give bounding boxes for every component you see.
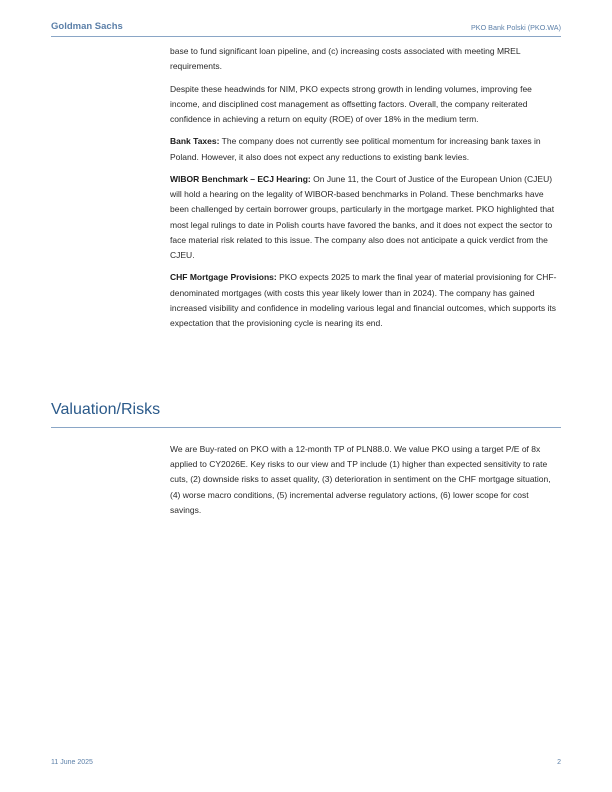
wibor-text: On June 11, the Court of Justice of the European Union (CJEU) will hold a hearing on the legality of WIBOR-based benchmarks in Poland. These benchmarks have been challenged by certain borrower groups, particularly in the mortgage market. PKO highlighted that most legal rulings to date in Polish courts have favored the banks, and it does not expect the sector to face material risk related to this issue. The company also does not anticipate a quick verdict from the CJEU. (170, 173, 555, 260)
paragraph-nim: Despite these headwinds for NIM, PKO expects strong growth in lending volumes, improving fee income, and disciplined cost management as offsetting factors. Overall, the company reiterated confidence in achieving a return on equity (ROE) of over 18% in the medium term. (170, 83, 532, 124)
report-title: PKO Bank Polski (PKO.WA) (471, 23, 561, 32)
paragraph-bank-taxes (170, 134, 561, 164)
paragraph-mrel: base to fund significant loan pipeline, and (c) increasing costs associated with meeting MREL requirements. (170, 46, 521, 72)
section-divider (51, 427, 561, 428)
wibor-heading: WIBOR Benchmark – ECJ Hearing: (170, 173, 311, 184)
bank-taxes-text: The company does not currently see political momentum for increasing bank taxes in Poland. However, it also does not expect any reductions to existing bank levies. (170, 136, 541, 162)
section-title: Valuation/Risks (51, 401, 161, 418)
chf-heading: CHF Mortgage Provisions: (170, 272, 277, 283)
page-number: 2 (557, 759, 561, 766)
valuation-column (170, 442, 561, 525)
footer-date: 11 June 2025 (51, 759, 93, 766)
paragraph-valuation: We are Buy-rated on PKO with a 12-month TP of PLN88.0. We value PKO using a target P/E of 8x applied to CY2026E. Key risks to our view and TP include (1) higher than expected sensitivity to rate cuts, (2) downside risks to asset quality, (3) deterioration in sentiment on the CHF mortgage situation, (4) worse macro conditions, (5) incremental adverse regulatory actions, (6) lower scope for cost savings. (170, 444, 551, 515)
header-divider (51, 36, 561, 37)
bank-taxes-heading: Bank Taxes: (170, 136, 220, 147)
paragraph-wibor (170, 172, 561, 263)
brand-name: Goldman Sachs (51, 21, 123, 32)
chf-text: PKO expects 2025 to mark the final year of material provisioning for CHF-denominated mortgages (with costs this year likely lower than in 2024). The company has gained increased visibility and confidence in modeling various legal and financial outcomes, which supports its expectation that the provisioning cycle is nearing its end. (170, 272, 557, 328)
paragraph-chf (170, 270, 561, 331)
body-column (170, 44, 561, 338)
